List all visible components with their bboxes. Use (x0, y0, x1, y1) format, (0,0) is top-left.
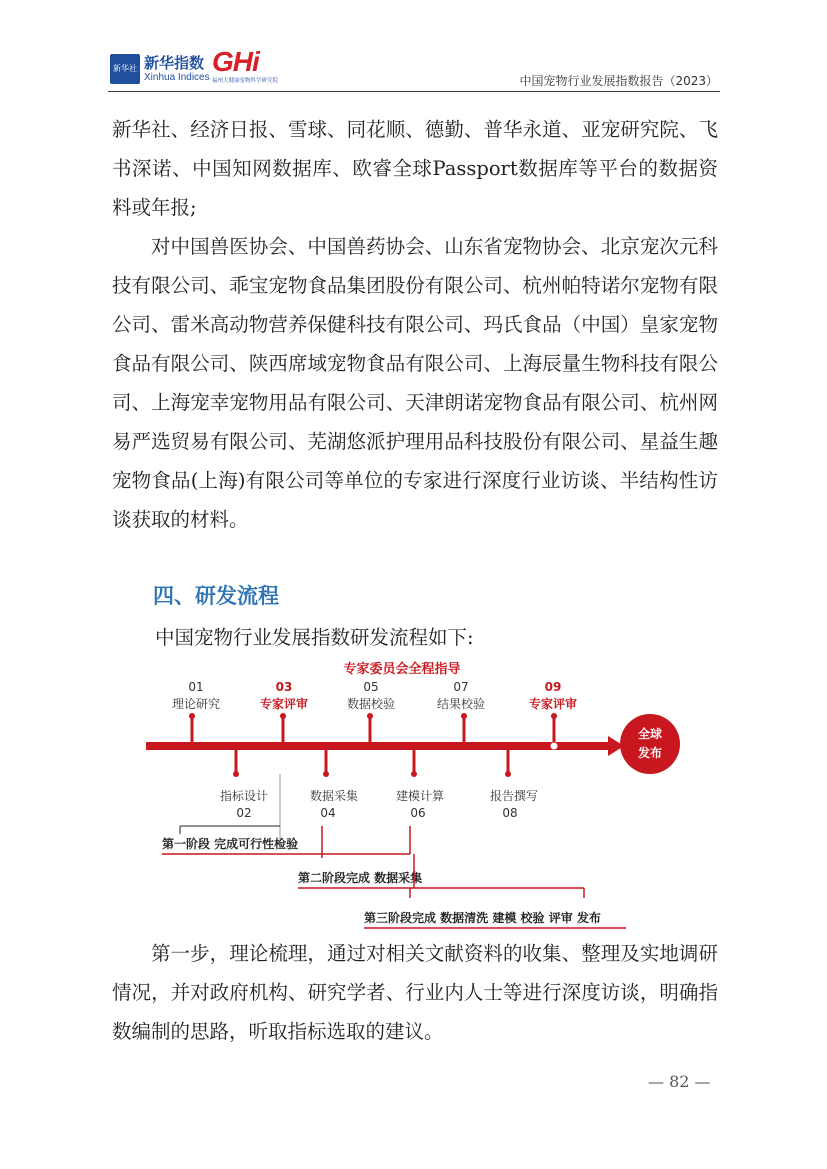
process-flow-svg (140, 656, 700, 934)
step-05-label: 数据校验 (346, 697, 396, 711)
section-heading: 四、研发流程 (153, 584, 279, 608)
step-07-number: 07 (453, 680, 469, 694)
step-05-dot (367, 713, 373, 719)
step-06-dot (411, 771, 417, 777)
expert-committee-banner: 专家委员会全程指导 (343, 662, 461, 677)
step-01 (172, 680, 220, 742)
phase-1-label: 第一阶段 完成可行性检验 (162, 837, 299, 851)
paragraph-data-sources: 新华社、经济日报、雪球、同花顺、德勤、普华永道、亚宠研究院、飞书深诺、中国知网数据库、欧睿全球Passport数据库等平台的数据资料或年报; (112, 118, 718, 219)
global-release-circle-shape (620, 714, 680, 774)
xinhua-logo-mark: 新华社 (110, 54, 140, 84)
paragraph-step-one: 第一步，理论梳理，通过对相关文献资料的收集、整理及实地调研情况，并对政府机构、研究学者、行业内人士等进行深度访谈，明确指数编制的思路，听取指标选取的建议。 (112, 942, 718, 1043)
step-06-label: 建模计算 (395, 789, 445, 803)
step-01-number: 01 (188, 680, 204, 694)
step-02-label: 指标设计 (219, 789, 269, 803)
step-08-number: 08 (502, 806, 518, 820)
step-04-dot (323, 771, 329, 777)
step-07-dot (461, 713, 467, 719)
step-02 (220, 750, 268, 820)
step-08-label: 报告撰写 (489, 789, 539, 803)
phase-3-bracket (364, 854, 626, 928)
step-08 (490, 750, 538, 820)
step-03-dot (280, 713, 286, 719)
step-07-label: 结果校验 (436, 697, 486, 711)
xinhua-logo-en: Xinhua Indices (144, 72, 210, 83)
step-09-marker (551, 743, 558, 750)
step-09-number: 09 (544, 680, 562, 694)
phase-2-bracket (298, 826, 584, 888)
paragraph-expert-interviews: 对中国兽医协会、中国兽药协会、山东省宠物协会、北京宠次元科技有限公司、乖宝宠物食品集团股份有限公司、杭州帕特诺尔宠物有限公司、雷米高动物营养保健科技有限公司、玛氏食品（中国）皇家宠物食品有限公司、陕西席域宠物食品有限公司、上海辰量生物科技有限公司、上海宠幸宠物用品有限公司、天津朗诺宠物食品有限公司、杭州网易严选贸易有限公司、芜湖悠派护理用品科技股份有限公司、星益生趣宠物食品(上海)有限公司等单位的专家进行深度行业访谈、半结构性访谈获取的材料。 (112, 235, 718, 531)
step-09-dot (551, 713, 557, 719)
step-02-number: 02 (236, 806, 252, 820)
global-release-circle (620, 714, 680, 774)
xinhua-indices-logo (110, 54, 210, 86)
ghi-logo-subtitle: 福州大健康宠物科学研究院 (212, 78, 279, 84)
process-flow-diagram (140, 656, 700, 934)
step-03 (260, 680, 308, 742)
step-08-dot (505, 771, 511, 777)
ghi-logo (212, 46, 312, 86)
xinhua-logo-cn: 新华指数 (144, 54, 205, 72)
page-number: — 82 — (648, 1072, 711, 1091)
step-02-dot (233, 771, 239, 777)
step-06 (396, 750, 444, 820)
phase-1-bracket (162, 774, 410, 854)
step-01-dot (189, 713, 195, 719)
flow-intro-text: 中国宠物行业发展指数研发流程如下: (155, 626, 474, 649)
step-05-number: 05 (363, 680, 379, 694)
phase-3-label: 第三阶段完成 数据清洗 建模 校验 评审 发布 (364, 911, 601, 925)
page-header (108, 46, 720, 92)
step-06-number: 06 (410, 806, 426, 820)
step-03-number: 03 (275, 680, 293, 694)
global-release-line1: 全球 (637, 727, 663, 741)
step-09-label: 专家评审 (528, 697, 578, 711)
step-09 (529, 680, 577, 750)
step-04-label: 数据采集 (309, 789, 359, 803)
timeline-arrow-shaft (146, 742, 610, 750)
step-05 (347, 680, 395, 742)
global-release-line2: 发布 (637, 746, 663, 760)
ghi-logo-text: GHi (212, 46, 259, 77)
report-title: 中国宠物行业发展指数报告（2023） (519, 74, 718, 88)
step-07 (437, 680, 485, 742)
step-01-label: 理论研究 (171, 697, 221, 711)
phase-2-label: 第二阶段完成 数据采集 (298, 871, 423, 885)
step-04-number: 04 (320, 806, 336, 820)
step-03-label: 专家评审 (259, 697, 309, 711)
step-04 (310, 750, 358, 820)
